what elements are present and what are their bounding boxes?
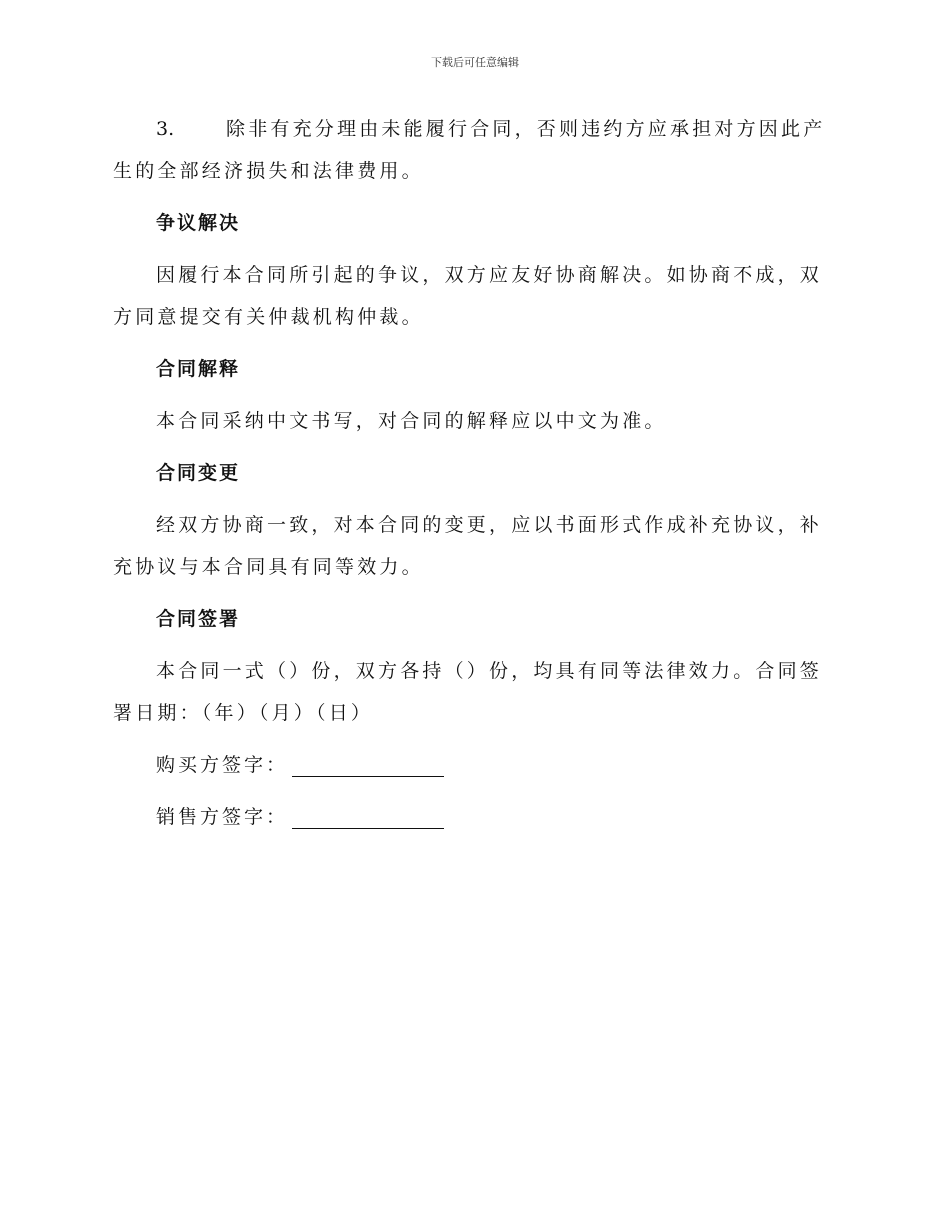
buyer-signature-line [292,754,444,777]
section-text-amendment: 经双方协商一致，对本合同的变更，应以书面形式作成补充协议，补充协议与本合同具有同等效力。 [113,514,823,578]
section-heading-dispute: 争议解决 [156,212,241,234]
section-heading-interpretation: 合同解释 [156,358,241,380]
section-text-interpretation: 本合同采纳中文书写，对合同的解释应以中文为准。 [156,410,667,432]
clause-3-number-wrap [113,118,226,140]
clause-number: 3. [156,118,175,140]
buyer-signature-label: 购买方签字： [156,754,289,776]
seller-signature-label: 销售方签字： [156,806,289,828]
seller-signature-line [292,806,444,829]
section-heading-signing: 合同签署 [156,608,241,630]
section-text-signing: 本合同一式（）份，双方各持（）份，均具有同等法律效力。合同签署日期：（年）（月）（日） [113,660,823,724]
clause-text: 除非有充分理由未能履行合同，否则违约方应承担对方因此产生的全部经济损失和法律费用。 [113,118,826,182]
document-body [113,108,833,848]
header-note: 下载后可任意编辑 [431,56,519,69]
buyer-signature-row [113,744,833,786]
section-text-dispute: 因履行本合同所引起的争议，双方应友好协商解决。如协商不成，双方同意提交有关仲裁机构仲裁。 [113,264,823,328]
clause-3 [113,108,833,192]
seller-signature-row [113,796,833,838]
section-heading-amendment: 合同变更 [156,462,241,484]
